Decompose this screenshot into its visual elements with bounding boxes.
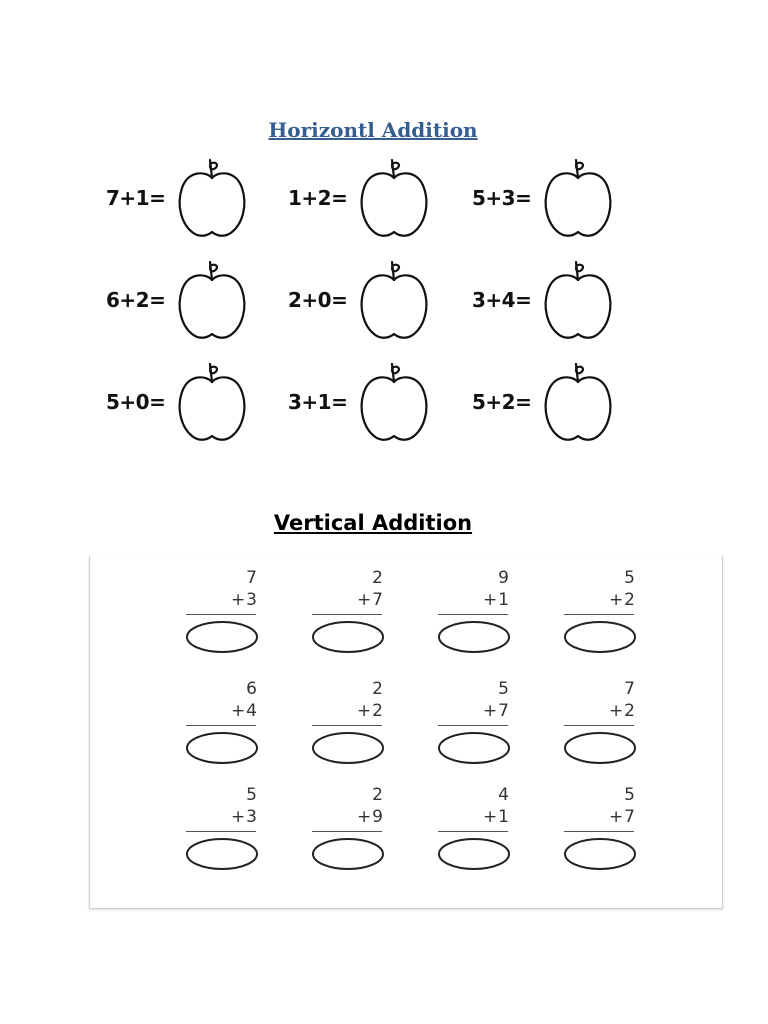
equation-text: 7+1=	[106, 186, 166, 210]
addend-bottom: +7	[356, 590, 384, 610]
equation-text: 5+0=	[106, 390, 166, 414]
oval-answer-icon	[556, 729, 646, 769]
apple-outline-icon	[356, 360, 436, 446]
horizontal-problem	[466, 360, 646, 450]
apple-outline-icon	[174, 156, 254, 242]
addend-top: 7	[246, 568, 258, 588]
sum-line	[312, 725, 382, 726]
addend-bottom: +3	[230, 807, 258, 827]
vertical-problem	[430, 779, 520, 879]
oval-answer-icon	[430, 618, 520, 658]
vertical-problem	[556, 673, 646, 773]
sum-line	[312, 831, 382, 832]
horizontal-problem	[100, 258, 280, 348]
addend-top: 7	[624, 679, 636, 699]
sum-line	[564, 831, 634, 832]
vertical-addition-title: Vertical Addition	[273, 511, 473, 535]
addend-bottom: +2	[608, 590, 636, 610]
addend-top: 5	[498, 679, 510, 699]
equation-text: 3+1=	[288, 390, 348, 414]
addend-bottom: +1	[482, 590, 510, 610]
horizontal-addition-grid	[100, 156, 640, 446]
oval-answer-icon	[304, 835, 394, 875]
apple-outline-icon	[540, 360, 620, 446]
apple-outline-icon	[540, 156, 620, 242]
addend-top: 4	[498, 785, 510, 805]
addend-top: 5	[624, 568, 636, 588]
vertical-problem	[430, 673, 520, 773]
horizontal-problem	[100, 156, 280, 246]
addend-bottom: +3	[230, 590, 258, 610]
vertical-problem	[556, 779, 646, 879]
equation-text: 5+2=	[472, 390, 532, 414]
addend-bottom: +7	[482, 701, 510, 721]
addend-bottom: +9	[356, 807, 384, 827]
sum-line	[564, 614, 634, 615]
equation-text: 6+2=	[106, 288, 166, 312]
vertical-problem	[430, 562, 520, 662]
addend-top: 2	[372, 679, 384, 699]
addend-bottom: +2	[356, 701, 384, 721]
sum-line	[312, 614, 382, 615]
oval-answer-icon	[178, 835, 268, 875]
apple-outline-icon	[356, 258, 436, 344]
oval-answer-icon	[178, 729, 268, 769]
addend-bottom: +4	[230, 701, 258, 721]
oval-answer-icon	[556, 835, 646, 875]
oval-answer-icon	[556, 618, 646, 658]
equation-text: 1+2=	[288, 186, 348, 210]
vertical-problem	[178, 779, 268, 879]
addend-top: 6	[246, 679, 258, 699]
horizontal-problem	[100, 360, 280, 450]
vertical-problem	[178, 673, 268, 773]
addend-bottom: +7	[608, 807, 636, 827]
addend-top: 5	[624, 785, 636, 805]
sum-line	[564, 725, 634, 726]
addend-bottom: +2	[608, 701, 636, 721]
vertical-problem	[304, 562, 394, 662]
equation-text: 5+3=	[472, 186, 532, 210]
horizontal-problem	[466, 156, 646, 246]
sum-line	[186, 614, 256, 615]
vertical-problem	[556, 562, 646, 662]
apple-outline-icon	[174, 258, 254, 344]
addend-top: 2	[372, 568, 384, 588]
oval-answer-icon	[430, 729, 520, 769]
addend-bottom: +1	[482, 807, 510, 827]
sum-line	[438, 831, 508, 832]
equation-text: 3+4=	[472, 288, 532, 312]
sum-line	[438, 725, 508, 726]
addend-top: 5	[246, 785, 258, 805]
vertical-problem	[178, 562, 268, 662]
sum-line	[186, 831, 256, 832]
addend-top: 9	[498, 568, 510, 588]
apple-outline-icon	[540, 258, 620, 344]
vertical-problem	[304, 673, 394, 773]
sum-line	[186, 725, 256, 726]
vertical-problem	[304, 779, 394, 879]
apple-outline-icon	[174, 360, 254, 446]
horizontal-problem	[466, 258, 646, 348]
addend-top: 2	[372, 785, 384, 805]
oval-answer-icon	[430, 835, 520, 875]
horizontal-addition-title: Horizontl Addition	[268, 118, 478, 142]
horizontal-problem	[282, 156, 462, 246]
vertical-addition-panel	[89, 556, 723, 909]
apple-outline-icon	[356, 156, 436, 242]
horizontal-problem	[282, 360, 462, 450]
equation-text: 2+0=	[288, 288, 348, 312]
sum-line	[438, 614, 508, 615]
horizontal-problem	[282, 258, 462, 348]
oval-answer-icon	[304, 729, 394, 769]
oval-answer-icon	[178, 618, 268, 658]
oval-answer-icon	[304, 618, 394, 658]
